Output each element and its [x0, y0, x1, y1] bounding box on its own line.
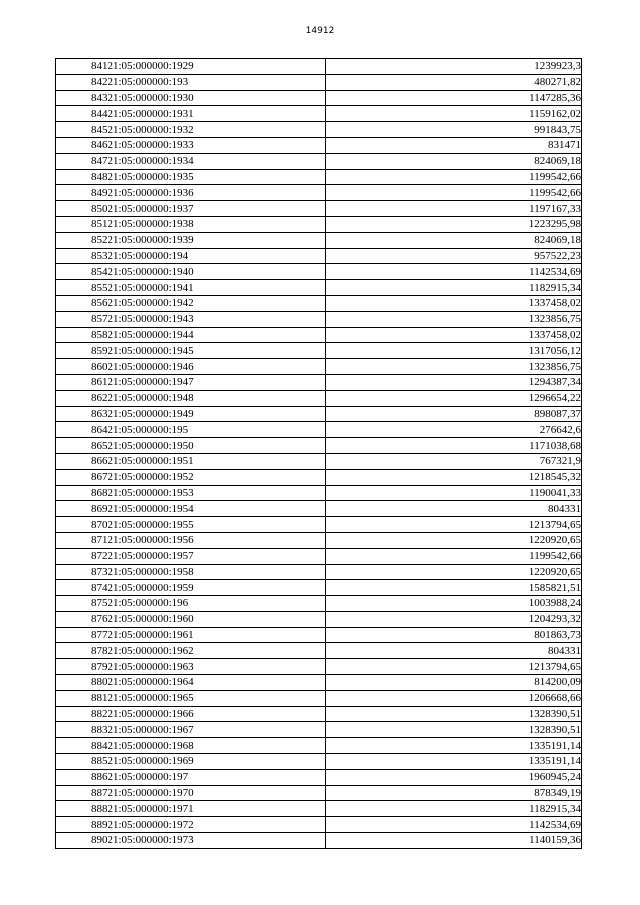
table-row: [56, 59, 582, 75]
cadastral-number: 21:05:000000:1973: [108, 833, 326, 849]
row-number: 867: [56, 469, 108, 485]
table-body: [56, 59, 582, 849]
cadastral-value: 1335191,14: [326, 754, 582, 770]
table-row: [56, 769, 582, 785]
row-number: 878: [56, 643, 108, 659]
table-row: [56, 501, 582, 517]
table-row: [56, 532, 582, 548]
cadastral-number: 21:05:000000:1932: [108, 122, 326, 138]
cadastral-number: 21:05:000000:1949: [108, 406, 326, 422]
cadastral-number: 21:05:000000:1957: [108, 548, 326, 564]
cadastral-value: 1337458,02: [326, 327, 582, 343]
table-row: [56, 754, 582, 770]
cadastral-number: 21:05:000000:1959: [108, 580, 326, 596]
cadastral-number: 21:05:000000:1955: [108, 517, 326, 533]
row-number: 888: [56, 801, 108, 817]
cadastral-value: 1294387,34: [326, 374, 582, 390]
table-row: [56, 90, 582, 106]
cadastral-number: 21:05:000000:1964: [108, 675, 326, 691]
cadastral-value: 814200,09: [326, 675, 582, 691]
table-row: [56, 185, 582, 201]
cadastral-value: 824069,18: [326, 232, 582, 248]
cadastral-number: 21:05:000000:1958: [108, 564, 326, 580]
table-row: [56, 169, 582, 185]
cadastral-number: 21:05:000000:1972: [108, 817, 326, 833]
row-number: 846: [56, 137, 108, 153]
row-number: 845: [56, 122, 108, 138]
cadastral-value: 1199542,66: [326, 169, 582, 185]
table-row: [56, 485, 582, 501]
cadastral-number: 21:05:000000:1940: [108, 264, 326, 280]
cadastral-value: 1142534,69: [326, 264, 582, 280]
table-row: [56, 659, 582, 675]
cadastral-number: 21:05:000000:1935: [108, 169, 326, 185]
row-number: 879: [56, 659, 108, 675]
row-number: 856: [56, 295, 108, 311]
table-row: [56, 264, 582, 280]
table-row: [56, 422, 582, 438]
row-number: 844: [56, 106, 108, 122]
table-row: [56, 122, 582, 138]
table-row: [56, 153, 582, 169]
cadastral-value: 1199542,66: [326, 185, 582, 201]
table-row: [56, 406, 582, 422]
row-number: 855: [56, 280, 108, 296]
table-row: [56, 248, 582, 264]
row-number: 890: [56, 833, 108, 849]
table-row: [56, 627, 582, 643]
cadastral-number: 21:05:000000:1962: [108, 643, 326, 659]
cadastral-value: 1213794,65: [326, 659, 582, 675]
row-number: 880: [56, 675, 108, 691]
row-number: 863: [56, 406, 108, 422]
row-number: 866: [56, 453, 108, 469]
cadastral-number: 21:05:000000:1943: [108, 311, 326, 327]
table-row: [56, 785, 582, 801]
cadastral-value: 898087,37: [326, 406, 582, 422]
table-row: [56, 564, 582, 580]
table-row: [56, 390, 582, 406]
table-row: [56, 833, 582, 849]
cadastral-value: 1323856,75: [326, 359, 582, 375]
row-number: 851: [56, 216, 108, 232]
row-number: 854: [56, 264, 108, 280]
cadastral-value: 804331: [326, 643, 582, 659]
cadastral-table: [55, 58, 582, 849]
table-row: [56, 232, 582, 248]
row-number: 875: [56, 596, 108, 612]
cadastral-value: 1206668,66: [326, 690, 582, 706]
row-number: 859: [56, 343, 108, 359]
table-row: [56, 548, 582, 564]
row-number: 874: [56, 580, 108, 596]
row-number: 852: [56, 232, 108, 248]
row-number: 889: [56, 817, 108, 833]
table-row: [56, 343, 582, 359]
cadastral-number: 21:05:000000:1945: [108, 343, 326, 359]
cadastral-value: 824069,18: [326, 153, 582, 169]
cadastral-value: 1220920,65: [326, 564, 582, 580]
cadastral-number: 21:05:000000:1963: [108, 659, 326, 675]
cadastral-number: 21:05:000000:195: [108, 422, 326, 438]
cadastral-value: 1142534,69: [326, 817, 582, 833]
cadastral-number: 21:05:000000:1939: [108, 232, 326, 248]
cadastral-number: 21:05:000000:1960: [108, 611, 326, 627]
cadastral-value: 1159162,02: [326, 106, 582, 122]
row-number: 861: [56, 374, 108, 390]
cadastral-value: 1003988,24: [326, 596, 582, 612]
row-number: 887: [56, 785, 108, 801]
row-number: 869: [56, 501, 108, 517]
row-number: 862: [56, 390, 108, 406]
cadastral-value: 1585821,51: [326, 580, 582, 596]
cadastral-number: 21:05:000000:1934: [108, 153, 326, 169]
row-number: 842: [56, 74, 108, 90]
cadastral-number: 21:05:000000:1971: [108, 801, 326, 817]
row-number: 864: [56, 422, 108, 438]
table-row: [56, 690, 582, 706]
cadastral-value: 1328390,51: [326, 706, 582, 722]
cadastral-number: 21:05:000000:1966: [108, 706, 326, 722]
cadastral-value: 1220920,65: [326, 532, 582, 548]
cadastral-value: 801863,73: [326, 627, 582, 643]
table-row: [56, 295, 582, 311]
cadastral-number: 21:05:000000:1954: [108, 501, 326, 517]
row-number: 843: [56, 90, 108, 106]
row-number: 870: [56, 517, 108, 533]
cadastral-value: 1317056,12: [326, 343, 582, 359]
cadastral-number: 21:05:000000:193: [108, 74, 326, 90]
row-number: 877: [56, 627, 108, 643]
cadastral-number: 21:05:000000:1953: [108, 485, 326, 501]
row-number: 853: [56, 248, 108, 264]
table-row: [56, 469, 582, 485]
table-row: [56, 359, 582, 375]
cadastral-value: 804331: [326, 501, 582, 517]
row-number: 868: [56, 485, 108, 501]
cadastral-value: 480271,82: [326, 74, 582, 90]
row-number: 886: [56, 769, 108, 785]
cadastral-number: 21:05:000000:1961: [108, 627, 326, 643]
cadastral-value: 1223295,98: [326, 216, 582, 232]
cadastral-number: 21:05:000000:1965: [108, 690, 326, 706]
cadastral-value: 1204293,32: [326, 611, 582, 627]
cadastral-value: 1182915,34: [326, 280, 582, 296]
cadastral-number: 21:05:000000:1951: [108, 453, 326, 469]
cadastral-value: 1323856,75: [326, 311, 582, 327]
cadastral-number: 21:05:000000:1930: [108, 90, 326, 106]
row-number: 882: [56, 706, 108, 722]
row-number: 871: [56, 532, 108, 548]
cadastral-value: 1328390,51: [326, 722, 582, 738]
cadastral-number: 21:05:000000:1952: [108, 469, 326, 485]
row-number: 849: [56, 185, 108, 201]
cadastral-number: 21:05:000000:1929: [108, 59, 326, 75]
cadastral-value: 1197167,33: [326, 201, 582, 217]
table-row: [56, 137, 582, 153]
page-number: 14912: [305, 26, 335, 36]
table-row: [56, 817, 582, 833]
table-row: [56, 438, 582, 454]
row-number: 885: [56, 754, 108, 770]
table-row: [56, 280, 582, 296]
table-row: [56, 801, 582, 817]
cadastral-number: 21:05:000000:1946: [108, 359, 326, 375]
table-row: [56, 106, 582, 122]
table-row: [56, 453, 582, 469]
table-row: [56, 517, 582, 533]
table-row: [56, 201, 582, 217]
cadastral-number: 21:05:000000:197: [108, 769, 326, 785]
cadastral-number: 21:05:000000:1937: [108, 201, 326, 217]
table-row: [56, 706, 582, 722]
cadastral-value: 991843,75: [326, 122, 582, 138]
row-number: 848: [56, 169, 108, 185]
cadastral-value: 1337458,02: [326, 295, 582, 311]
row-number: 857: [56, 311, 108, 327]
cadastral-value: 1182915,34: [326, 801, 582, 817]
row-number: 858: [56, 327, 108, 343]
cadastral-value: 1335191,14: [326, 738, 582, 754]
row-number: 872: [56, 548, 108, 564]
cadastral-number: 21:05:000000:1941: [108, 280, 326, 296]
cadastral-number: 21:05:000000:194: [108, 248, 326, 264]
row-number: 865: [56, 438, 108, 454]
table-row: [56, 596, 582, 612]
row-number: 881: [56, 690, 108, 706]
cadastral-value: 1218545,32: [326, 469, 582, 485]
cadastral-value: 1171038,68: [326, 438, 582, 454]
cadastral-number: 21:05:000000:1969: [108, 754, 326, 770]
cadastral-number: 21:05:000000:196: [108, 596, 326, 612]
cadastral-number: 21:05:000000:1931: [108, 106, 326, 122]
row-number: 847: [56, 153, 108, 169]
table-row: [56, 311, 582, 327]
cadastral-number: 21:05:000000:1938: [108, 216, 326, 232]
table-row: [56, 216, 582, 232]
row-number: 884: [56, 738, 108, 754]
cadastral-value: 1199542,66: [326, 548, 582, 564]
cadastral-number: 21:05:000000:1944: [108, 327, 326, 343]
cadastral-value: 276642,6: [326, 422, 582, 438]
cadastral-value: 1296654,22: [326, 390, 582, 406]
table-row: [56, 74, 582, 90]
cadastral-value: 1960945,24: [326, 769, 582, 785]
row-number: 860: [56, 359, 108, 375]
cadastral-number: 21:05:000000:1947: [108, 374, 326, 390]
cadastral-number: 21:05:000000:1936: [108, 185, 326, 201]
cadastral-number: 21:05:000000:1948: [108, 390, 326, 406]
table-row: [56, 722, 582, 738]
row-number: 876: [56, 611, 108, 627]
table-row: [56, 675, 582, 691]
cadastral-number: 21:05:000000:1933: [108, 137, 326, 153]
table-row: [56, 327, 582, 343]
row-number: 873: [56, 564, 108, 580]
table-row: [56, 643, 582, 659]
cadastral-number: 21:05:000000:1942: [108, 295, 326, 311]
cadastral-value: 831471: [326, 137, 582, 153]
cadastral-number: 21:05:000000:1968: [108, 738, 326, 754]
table-row: [56, 611, 582, 627]
cadastral-number: 21:05:000000:1970: [108, 785, 326, 801]
cadastral-number: 21:05:000000:1950: [108, 438, 326, 454]
cadastral-value: 767321,9: [326, 453, 582, 469]
cadastral-number: 21:05:000000:1956: [108, 532, 326, 548]
table-row: [56, 374, 582, 390]
cadastral-value: 878349,19: [326, 785, 582, 801]
cadastral-value: 1140159,36: [326, 833, 582, 849]
row-number: 883: [56, 722, 108, 738]
cadastral-value: 1190041,33: [326, 485, 582, 501]
cadastral-number: 21:05:000000:1967: [108, 722, 326, 738]
row-number: 850: [56, 201, 108, 217]
cadastral-value: 957522,23: [326, 248, 582, 264]
row-number: 841: [56, 59, 108, 75]
table-row: [56, 738, 582, 754]
cadastral-value: 1213794,65: [326, 517, 582, 533]
cadastral-value: 1147285,36: [326, 90, 582, 106]
cadastral-value: 1239923,3: [326, 59, 582, 75]
table-row: [56, 580, 582, 596]
